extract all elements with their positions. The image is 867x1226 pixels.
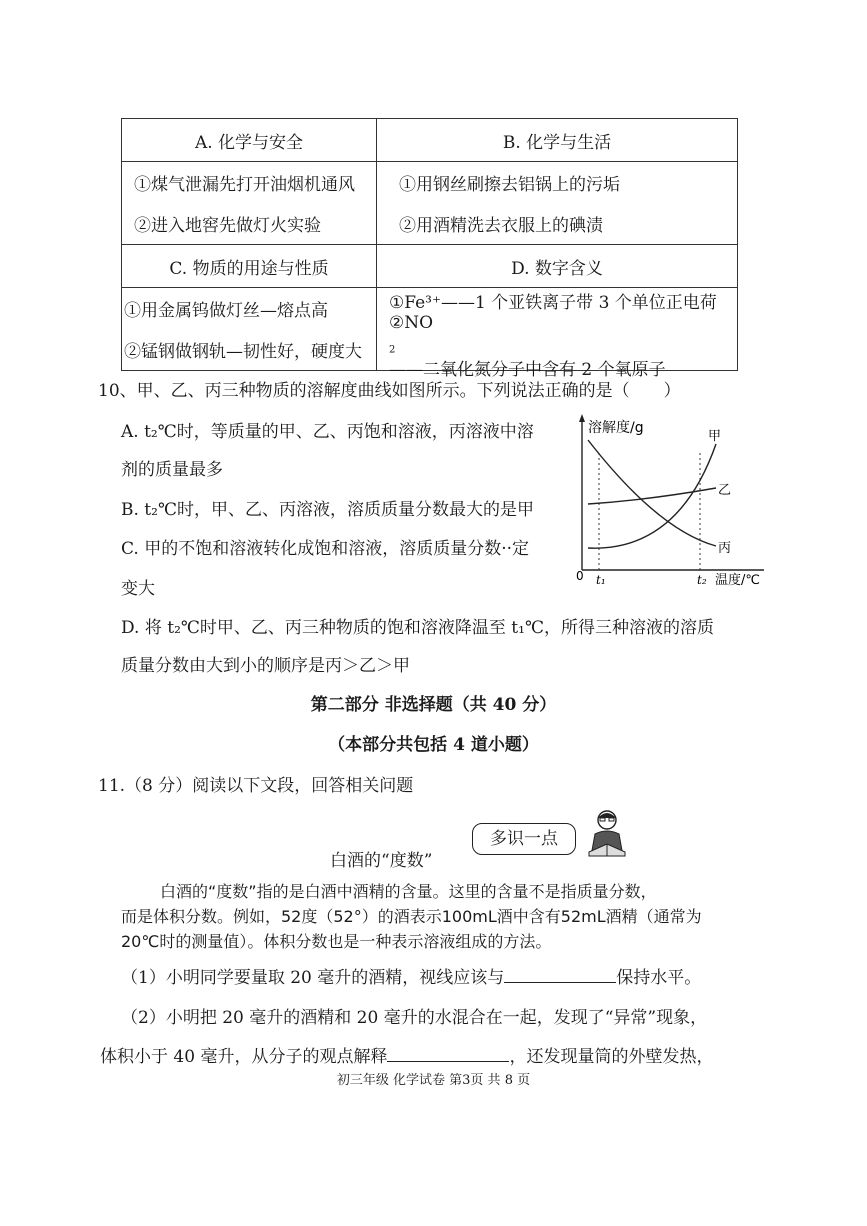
table-head-d: D. 数字含义: [377, 245, 738, 288]
subq-2-text: 体积小于 40 毫升，从分子的观点解释: [100, 1047, 388, 1067]
x-axis-label: 温度/℃: [715, 573, 760, 588]
answer-blank-1[interactable]: [504, 981, 616, 983]
table-c-item-2: ②锰钢做钢轨—韧性好，硬度大: [124, 342, 362, 362]
table-d-item-2-sub: 2: [389, 344, 396, 356]
subq-1-end: 保持水平。: [616, 968, 702, 988]
table-cell-c: [122, 288, 377, 371]
table-b-item-1: ①用钢丝刷擦去铝锅上的污垢: [399, 175, 620, 195]
curve-甲: [588, 444, 716, 548]
table-cell-b: [377, 162, 738, 245]
reader-illustration-icon: [587, 808, 627, 858]
series-label: 甲: [708, 429, 722, 444]
curve-丙: [588, 440, 716, 546]
subq-2-line1: （2）小明把 20 毫升的酒精和 20 毫升的水混合在一起，发现了“异常”现象，: [121, 1008, 708, 1028]
table-cell-a: [122, 162, 377, 245]
option-table: [121, 118, 738, 381]
table-d-item-2-pre: ②NO: [389, 313, 434, 333]
y-axis-label: 溶解度/g: [588, 420, 644, 436]
table-d-item-2: [389, 313, 737, 380]
q10-option-c-line2: 变大: [121, 579, 155, 599]
table-head-a: A. 化学与安全: [122, 119, 377, 162]
part2-subtitle: （本部分共包括 4 道小题）: [328, 735, 539, 755]
table-d-item-2-post: ——二氧化氮分子中含有 2 个氧原子: [389, 360, 666, 381]
table-b-item-2: ②用酒精洗去衣服上的碘渍: [399, 216, 603, 236]
table-a-item-1: ①煤气泄漏先打开油烟机通风: [134, 175, 355, 195]
table-head-b: B. 化学与生活: [377, 119, 738, 162]
table-d-item-1: ①Fe³⁺——1 个亚铁离子带 3 个单位正电荷: [389, 293, 717, 313]
table-a-item-2: ②进入地窖先做灯火实验: [134, 216, 321, 236]
passage-line-3: 20℃时的测量值）。体积分数也是一种表示溶液组成的方法。: [121, 932, 552, 951]
q10-option-d-line2: 质量分数由大到小的顺序是丙＞乙＞甲: [121, 656, 410, 676]
subq-2-line2: [100, 1049, 713, 1066]
origin-label: 0: [576, 569, 584, 583]
passage-line-2: 而是体积分数。例如，52度（52°）的酒表示100mL酒中含有52mL酒精（通常为: [121, 907, 702, 926]
table-cell-d: [377, 288, 738, 381]
solubility-chart: [568, 412, 778, 592]
passage-line-1: 白酒的“度数”指的是白酒中酒精的含量。这里的含量不是指质量分数，: [160, 882, 657, 901]
page-footer: 初三年级 化学试卷 第3页 共 8 页: [336, 1073, 531, 1088]
curve-乙: [588, 488, 716, 504]
q10-stem: 10、甲、乙、丙三种物质的溶解度曲线如图所示。下列说法正确的是（ ）: [98, 381, 681, 401]
q11-stem: 11.（8 分）阅读以下文段，回答相关问题: [98, 776, 414, 796]
part2-title: 第二部分 非选择题（共 40 分）: [310, 695, 557, 715]
q10-option-c-line1: C. 甲的不饱和溶液转化成饱和溶液，溶质质量分数··定: [121, 539, 530, 559]
callout-box: 多识一点: [472, 823, 576, 855]
q10-option-b: B. t₂℃时，甲、乙、丙溶液，溶质质量分数最大的是甲: [121, 500, 534, 520]
passage-title: 白酒的“度数”: [330, 851, 433, 871]
x-tick-label: t₂: [697, 573, 707, 587]
subq-1-text: （1）小明同学要量取 20 毫升的酒精，视线应该与: [121, 968, 505, 988]
chart-marks: [588, 429, 731, 587]
q10-option-a-line2: 剂的质量最多: [121, 460, 223, 480]
table-c-item-1: ①用金属钨做灯丝—熔点高: [124, 301, 328, 321]
q10-option-d-line1: D. 将 t₂℃时甲、乙、丙三种物质的饱和溶液降温至 t₁℃，所得三种溶液的溶质: [121, 618, 714, 638]
series-label: 乙: [718, 483, 732, 498]
x-tick-label: t₁: [596, 573, 606, 587]
subq-2-end: ，还发现量筒的外壁发热，: [509, 1047, 714, 1067]
y-axis-arrow: [579, 414, 585, 422]
answer-blank-2[interactable]: [387, 1060, 509, 1062]
series-label: 丙: [718, 541, 732, 556]
table-head-c: C. 物质的用途与性质: [122, 245, 377, 288]
subq-1: [121, 970, 701, 987]
q10-option-a-line1: A. t₂℃时，等质量的甲、乙、丙饱和溶液，丙溶液中溶: [121, 422, 534, 442]
